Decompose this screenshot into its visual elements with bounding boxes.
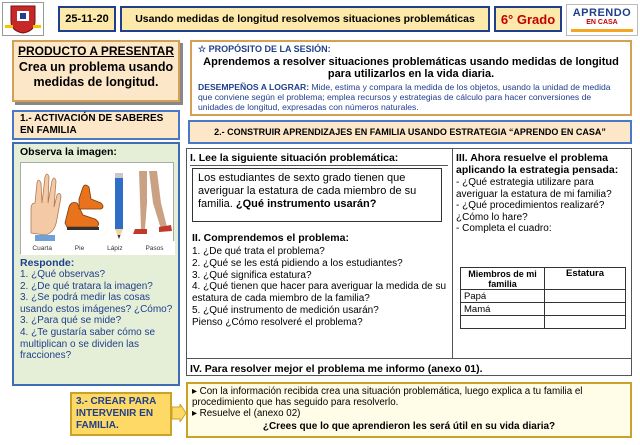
construir-heading-box [188, 120, 632, 144]
activacion-panel [12, 142, 180, 386]
crear-bullet-1-text: Con la información recibida crea una situación problemática, luego explica a tu familia el procedimiento que has seguido para resolverlo. [192, 386, 583, 409]
comprendemos-heading: II. Comprendemos el problema: [192, 232, 349, 244]
mejor-text: IV. Para resolver mejor el problema me informo (anexo 01). [190, 363, 483, 375]
producto-text: Crea un problema usando medidas de longitud. [18, 60, 174, 89]
arrow-right-icon [172, 404, 186, 422]
crear-bullet-1 [192, 386, 626, 408]
crear-question: ¿Crees que lo que aprendieron les será útil en su vida diaria? [262, 420, 556, 432]
table-cell-estatura[interactable] [545, 303, 626, 316]
measurement-image [20, 162, 174, 254]
comprendemos-item: Pienso ¿Cómo resolveré el problema? [192, 316, 363, 328]
date-text: 25-11-20 [65, 13, 109, 25]
situacion-heading: I. Lee la siguiente situación problemática: [190, 152, 448, 166]
producto-box [12, 40, 180, 102]
activacion-question: 3. ¿Se podrá medir las cosas usando estos imágenes? ¿Cómo? [20, 292, 173, 315]
observa-label: Observa la imagen: [20, 146, 117, 158]
proposito-heading: PROPÓSITO DE LA SESIÓN: [208, 44, 331, 54]
producto-heading: PRODUCTO A PRESENTAR [17, 44, 174, 58]
table-cell-estatura[interactable] [545, 290, 626, 303]
situacion-text: Los estudiantes de sexto grado tienen que averiguar la estatura de cada miembro de su familia. [198, 172, 417, 210]
activacion-heading-box [12, 110, 180, 140]
activacion-question: 1. ¿Qué observas? [20, 269, 106, 280]
desempenos-text: Mide, estima y compara la medida de los objetos, usando la unidad de medida que conviene según el problema; emplea recursos y estrategias de cálculo para hacer conversiones de unidades de longitud, expresadas con números naturales. [198, 81, 611, 112]
comprendemos-item: 1. ¿De qué trata el problema? [192, 246, 325, 257]
table-header-row [461, 268, 626, 290]
crear-panel [186, 382, 632, 438]
star-icon: ☆ [198, 44, 207, 54]
situacion-section [190, 152, 448, 166]
grade-badge [494, 6, 562, 32]
desempenos-label: DESEMPEÑOS A LOGRAR: [198, 81, 310, 92]
activacion-question: 2. ¿De qué tratara la imagen? [20, 280, 153, 292]
situacion-question: ¿Qué instrumento usarán? [235, 198, 377, 210]
image-label-lapiz: Lápiz [107, 245, 123, 252]
resuelve-list [456, 177, 628, 235]
crear-heading: 3.- CREAR PARA INTERVENIR EN FAMILIA. [76, 396, 157, 431]
table-cell-estatura[interactable] [545, 316, 626, 329]
comprendemos-section [192, 232, 450, 329]
table-row [461, 303, 626, 316]
resuelve-heading: III. Ahora resuelve el problema aplicando la estrategia pensada: [456, 152, 619, 176]
pencil-icon [115, 173, 123, 239]
proposito-text: Aprendemos a resolver situaciones problemáticas usando medidas de longitud para utilizarlos en la vida diaria. [203, 55, 619, 80]
image-label-pie: Pie [74, 245, 85, 252]
table-row [461, 316, 626, 329]
date-badge [58, 6, 116, 32]
resuelve-item: - ¿Qué procedimientos realizaré? ¿Cómo lo hare? [456, 200, 605, 223]
section-divider [452, 148, 453, 358]
proposito-box [190, 40, 632, 116]
table-cell-miembro [461, 316, 545, 329]
resuelve-item: - ¿Qué estrategia utilizare para averiguar la estatura de mi familia? [456, 177, 612, 200]
comprendemos-list [192, 246, 450, 329]
activacion-question: 3. ¿Para qué se mide? [20, 315, 122, 327]
resuelve-item: - Completa el cuadro: [456, 223, 552, 235]
construir-heading: 2.- CONSTRUIR APRENDIZAJES EN FAMILIA USANDO ESTRATEGIA “APRENDO EN CASA” [214, 127, 606, 137]
table-cell-miembro: Mamá [461, 303, 545, 316]
table-header-estatura: Estatura [545, 268, 626, 290]
responde-label: Responde: [20, 257, 75, 269]
table-cell-miembro: Papá [461, 290, 545, 303]
mejor-row [186, 358, 632, 374]
image-label-cuarta: Cuarta [32, 245, 52, 252]
steps-legs-icon [133, 171, 172, 234]
situacion-box [192, 168, 442, 222]
comprendemos-item: 3. ¿Qué significa estatura? [192, 269, 312, 281]
proposito-heading-row [198, 44, 624, 56]
crear-bullet-2-text: Resuelve el (anexo 02) [199, 408, 301, 420]
bullet-icon: ▸ [192, 386, 197, 397]
crear-bullet-2 [192, 408, 626, 419]
table-row [461, 290, 626, 303]
aprendo-logo [566, 4, 638, 36]
grade-text: 6° Grado [500, 11, 556, 27]
image-labels [21, 245, 175, 252]
activacion-question: 4. ¿Te gustaría saber cómo se multiplican o se dividen las fracciones? [20, 326, 156, 362]
activacion-heading: 1.- ACTIVACIÓN DE SABERES EN FAMILIA [20, 113, 164, 136]
comprendemos-item: 4. ¿Qué tienen que hacer para averiguar la medida de su estatura de cada miembro de la familia? [192, 281, 447, 305]
crear-heading-box [70, 392, 172, 436]
session-title [120, 6, 490, 32]
logo-text: APRENDO [572, 7, 632, 19]
school-logo [2, 2, 44, 36]
comprendemos-item: 5. ¿Qué instrumento de medición usarán? [192, 304, 379, 316]
resuelve-section [456, 152, 628, 235]
estatura-table [460, 267, 626, 329]
session-title-text: Usando medidas de longitud resolvemos situaciones problemáticas [135, 13, 475, 25]
comprendemos-item: 2. ¿Qué se les está pidiendo a los estudiantes? [192, 257, 403, 269]
table-header-miembros: Miembros de mi familia [461, 268, 545, 290]
hand-span-icon [31, 174, 61, 241]
foot-shoe-icon [65, 185, 103, 230]
image-label-pasos: Pasos [145, 245, 164, 252]
bullet-icon: ▸ [192, 408, 197, 420]
logo-subtext: EN CASA [586, 19, 618, 26]
activacion-questions [20, 269, 176, 362]
logo-stripe [571, 29, 633, 32]
school-crest-icon [3, 3, 43, 35]
desempenos-row [198, 82, 624, 113]
